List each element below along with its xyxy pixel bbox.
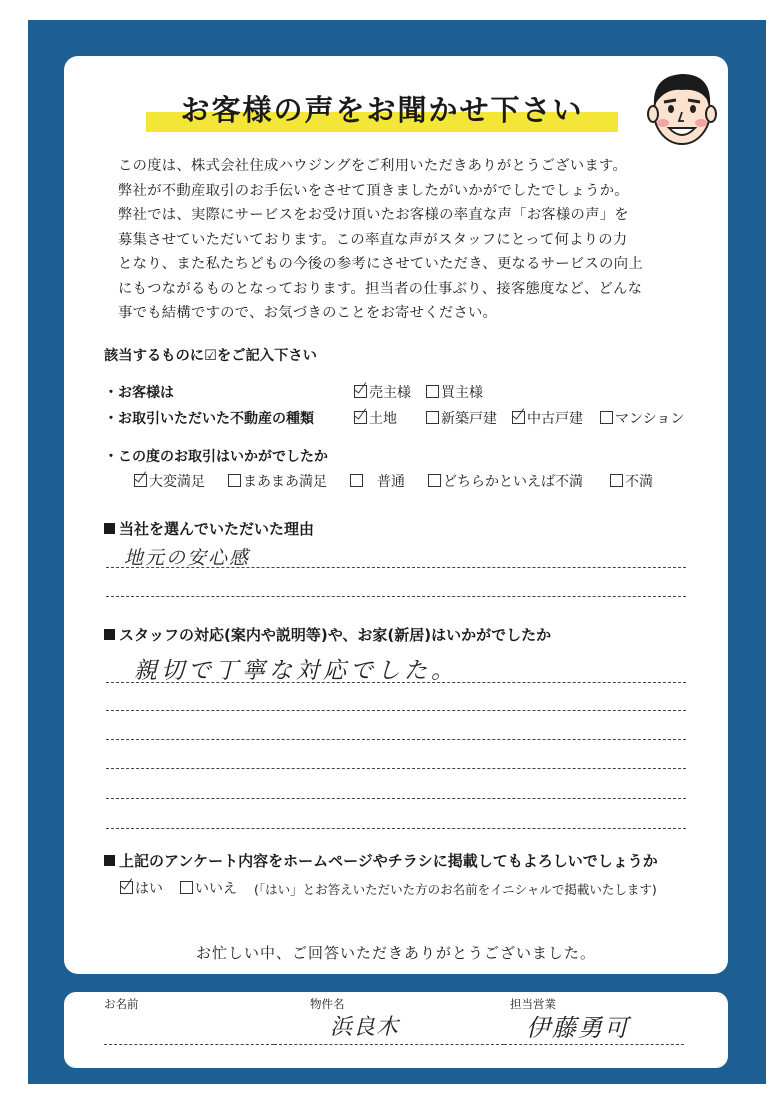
option-label: 普通 <box>377 474 405 490</box>
name-line <box>104 1044 274 1045</box>
checkbox[interactable] <box>426 411 439 424</box>
answer-line <box>106 596 686 597</box>
intro-line: にもつながるものとなっております。担当者の仕事ぶり、接客態度など、どんな <box>118 280 643 297</box>
option-label: まあまあ満足 <box>243 474 327 490</box>
option-very-satisfied[interactable] <box>134 471 205 491</box>
satisfaction-label: ・この度のお取引はいかがでしたか <box>104 449 328 465</box>
answer-line <box>106 739 686 740</box>
intro-line: 弊社では、実際にサービスをお受け頂いたお客様の率直な声「お客様の声」を <box>118 207 629 223</box>
answer-reason[interactable]: 地元の安心感 <box>124 547 251 569</box>
customer-type-label: ・お客様は <box>104 385 174 401</box>
option-somewhat-dissatisfied[interactable] <box>428 471 583 491</box>
question-staff <box>104 624 551 645</box>
option-label: マンション <box>615 411 685 427</box>
option-label: 不満 <box>625 474 653 490</box>
property-type-label: ・お取引いただいた不動産の種類 <box>104 411 314 427</box>
answer-line <box>106 710 686 711</box>
intro-line: 事でも結構ですので、お気づきのことをお寄せください。 <box>118 305 498 321</box>
checkbox[interactable] <box>600 411 613 424</box>
option-label: 買主様 <box>441 385 483 401</box>
option-label: 新築戸建 <box>441 411 497 427</box>
staff-value[interactable]: 伊藤勇可 <box>526 1014 630 1042</box>
answer-line <box>106 567 686 568</box>
option-dissatisfied[interactable] <box>610 471 653 491</box>
answer-line <box>106 682 686 683</box>
answer-line <box>106 828 686 829</box>
survey-card <box>64 56 728 974</box>
option-land[interactable] <box>354 408 397 428</box>
checkbox[interactable] <box>428 474 441 487</box>
option-somewhat-satisfied[interactable] <box>228 471 327 491</box>
intro-line: 弊社が不動産取引のお手伝いをさせて頂きましたがいかがでしたでしょうか。 <box>118 182 629 199</box>
answer-staff[interactable]: 親切で丁寧な対応でした。 <box>134 658 458 684</box>
checkbox[interactable] <box>134 474 147 487</box>
closing-message: お忙しい中、ご回答いただきありがとうございました。 <box>195 944 596 962</box>
permission-note: (「はい」とお答えいただいた方のお名前をイニシャルで掲載いたします) <box>254 882 657 897</box>
option-label: 大変満足 <box>149 474 205 490</box>
checkbox[interactable] <box>512 411 525 424</box>
page-title: お客様の声をお聞かせ下さい <box>180 93 584 127</box>
option-normal[interactable] <box>350 471 405 491</box>
option-seller[interactable] <box>354 382 411 402</box>
option-no[interactable] <box>180 878 237 898</box>
option-new-house[interactable] <box>426 408 497 428</box>
square-bullet-icon <box>104 855 115 866</box>
checkbox[interactable] <box>180 881 193 894</box>
answer-line <box>106 768 686 769</box>
question-text: スタッフの対応(案内や説明等)や、お家(新居)はいかがでしたか <box>119 626 552 644</box>
intro-line: となり、また私たちどもの今後の参考にさせていただき、更なるサービスの向上 <box>118 256 643 272</box>
question-permission <box>104 850 658 871</box>
option-used-house[interactable] <box>512 408 583 428</box>
checkbox[interactable] <box>354 385 367 398</box>
question-text: 上記のアンケート内容をホームページやチラシに掲載してもよろしいでしょうか <box>119 852 658 870</box>
option-label: 土地 <box>369 411 397 427</box>
checkbox[interactable] <box>426 385 439 398</box>
checkbox[interactable] <box>350 474 363 487</box>
checkbox[interactable] <box>610 474 623 487</box>
option-label: 売主様 <box>369 385 411 401</box>
intro-line: この度は、株式会社住成ハウジングをご利用いただきありがとうございます。 <box>118 158 628 174</box>
option-label: いいえ <box>195 881 237 897</box>
name-label: お名前 <box>104 997 139 1011</box>
property-value[interactable]: 浜良木 <box>330 1015 400 1040</box>
option-label: はい <box>135 881 163 897</box>
property-line <box>274 1044 504 1045</box>
instruction: 該当するものに☑をご記入下さい <box>104 348 317 364</box>
option-buyer[interactable] <box>426 382 483 402</box>
mascot-face-icon <box>642 66 722 150</box>
square-bullet-icon <box>104 629 115 640</box>
checkbox[interactable] <box>354 411 367 424</box>
checkbox[interactable] <box>228 474 241 487</box>
option-label: どちらかといえば不満 <box>443 474 583 490</box>
property-label: 物件名 <box>310 997 345 1011</box>
answer-line <box>106 798 686 799</box>
staff-label: 担当営業 <box>510 997 556 1011</box>
intro-line: 募集させていただいております。この率直な声がスタッフにとって何よりの力 <box>118 231 628 248</box>
option-yes[interactable] <box>120 878 163 898</box>
title-block <box>146 90 618 136</box>
option-label: 中古戸建 <box>527 411 583 427</box>
question-reason <box>104 518 314 539</box>
staff-line <box>504 1044 684 1045</box>
square-bullet-icon <box>104 523 115 534</box>
question-text: 当社を選んでいただいた理由 <box>119 520 315 538</box>
footer-card <box>64 992 728 1068</box>
intro-text <box>118 154 698 326</box>
option-mansion[interactable] <box>600 408 684 428</box>
checkbox[interactable] <box>120 881 133 894</box>
